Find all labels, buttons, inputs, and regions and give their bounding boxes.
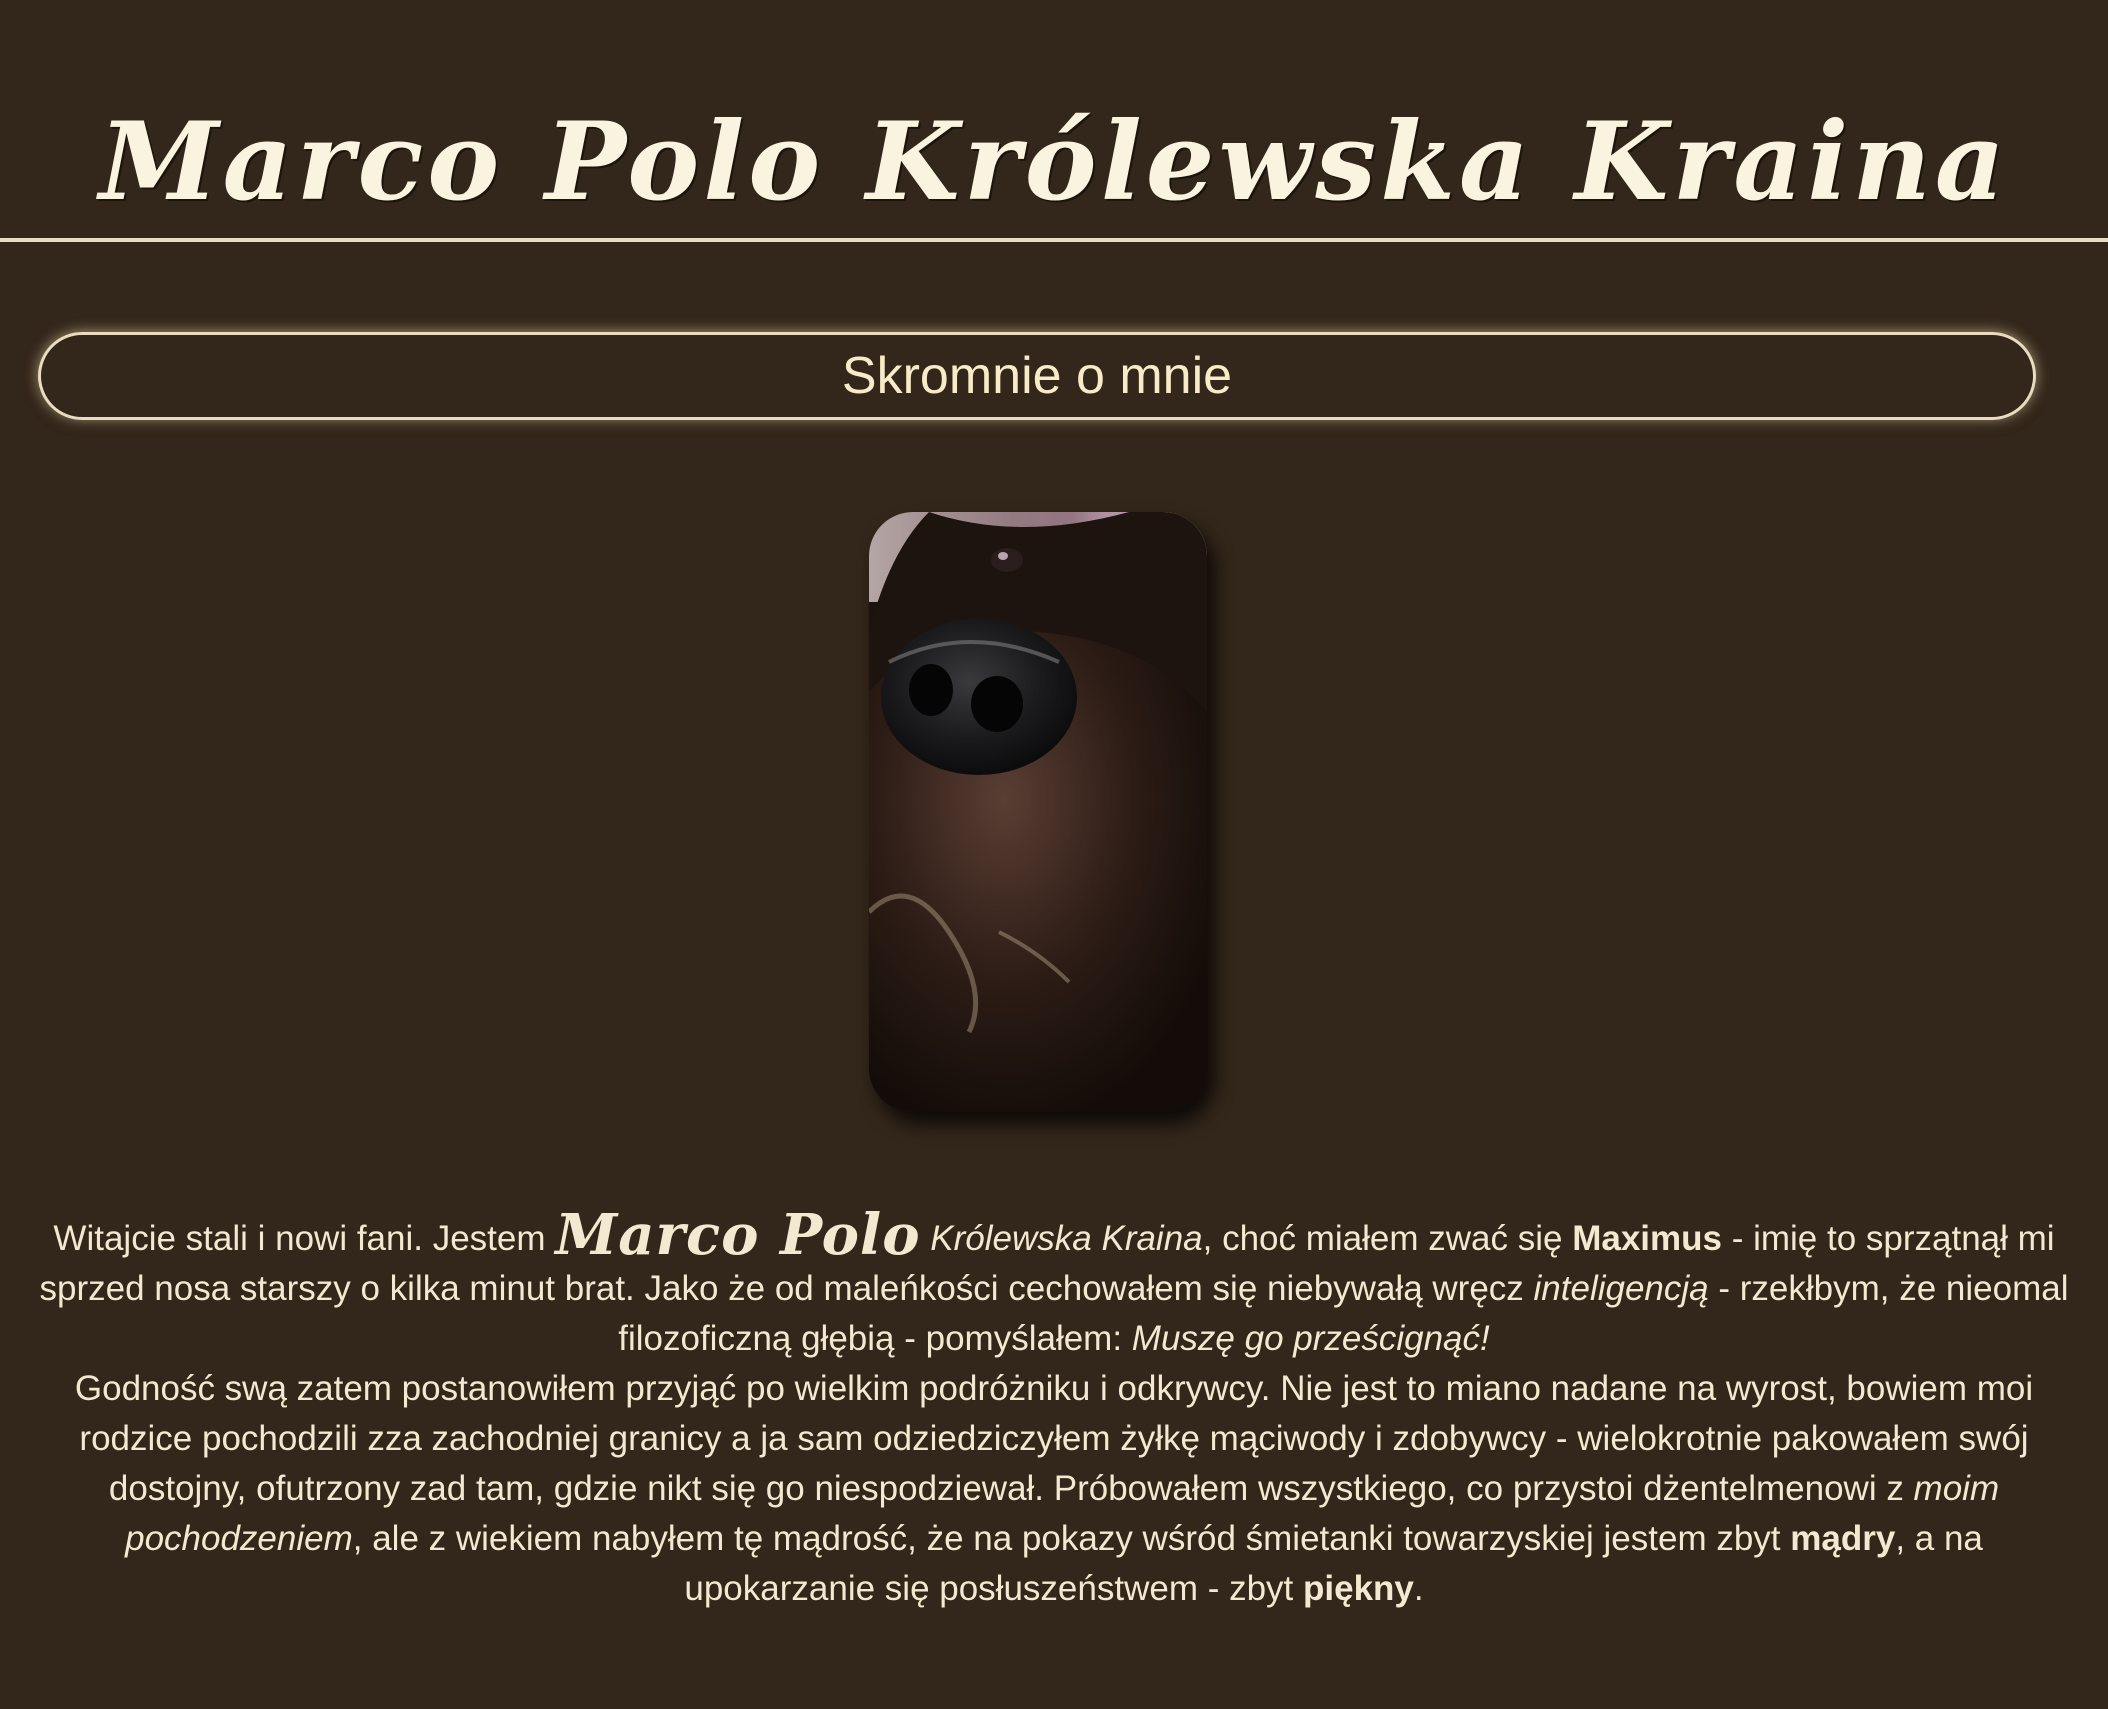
site-title: Marco Polo Królewska Kraina <box>99 99 2009 226</box>
bio-text <box>36 1202 2072 1614</box>
dog-photo <box>869 512 1207 1112</box>
header-divider <box>0 238 2108 242</box>
kennel-name: Królewska Kraina <box>930 1219 1203 1258</box>
about-section-header <box>38 332 2036 420</box>
section-heading: Skromnie o mnie <box>841 347 1233 405</box>
bio-paragraph-1: Witajcie stali i nowi fani. Jestem Marco Polo Królewska Kraina, choć miałem zwać się Maximus - imię to sprzątnął mi sprzed nosa starszy o kilka minut brat. Jako że od maleńkości cechowałem się niebywałą wręcz inteligencją - rzekłbym, że nieomal filozoficzną głębią - pomyślałem: Muszę go prześcignąć! <box>39 1202 2069 1358</box>
dog-photo-illustration <box>869 512 1207 1112</box>
signature-name: Marco Polo <box>555 1202 921 1268</box>
bio-paragraph-2: Godność swą zatem postanowiłem przyjąć po wielkim podróżniku i odkrywcy. Nie jest to miano nadane na wyrost, bowiem moi rodzice pochodzili zza zachodniej granicy a ja sam odziedziczyłem żyłkę mąciwody i zdobywcy - wielokrotnie pakowałem swój dostojny, ofutrzony zad tam, gdzie nikt się go niespodziewał. Próbowałem wszystkiego, co przystoi dżentelmenowi z moim pochodzeniem, ale z wiekiem nabyłem tę mądrość, że na pokazy wśród śmietanki towarzyskiej jestem zbyt mądry, a na upokarzanie się posłuszeństwem - zbyt piękny. <box>74 1369 2034 1608</box>
alt-name: Maximus <box>1572 1219 1722 1258</box>
